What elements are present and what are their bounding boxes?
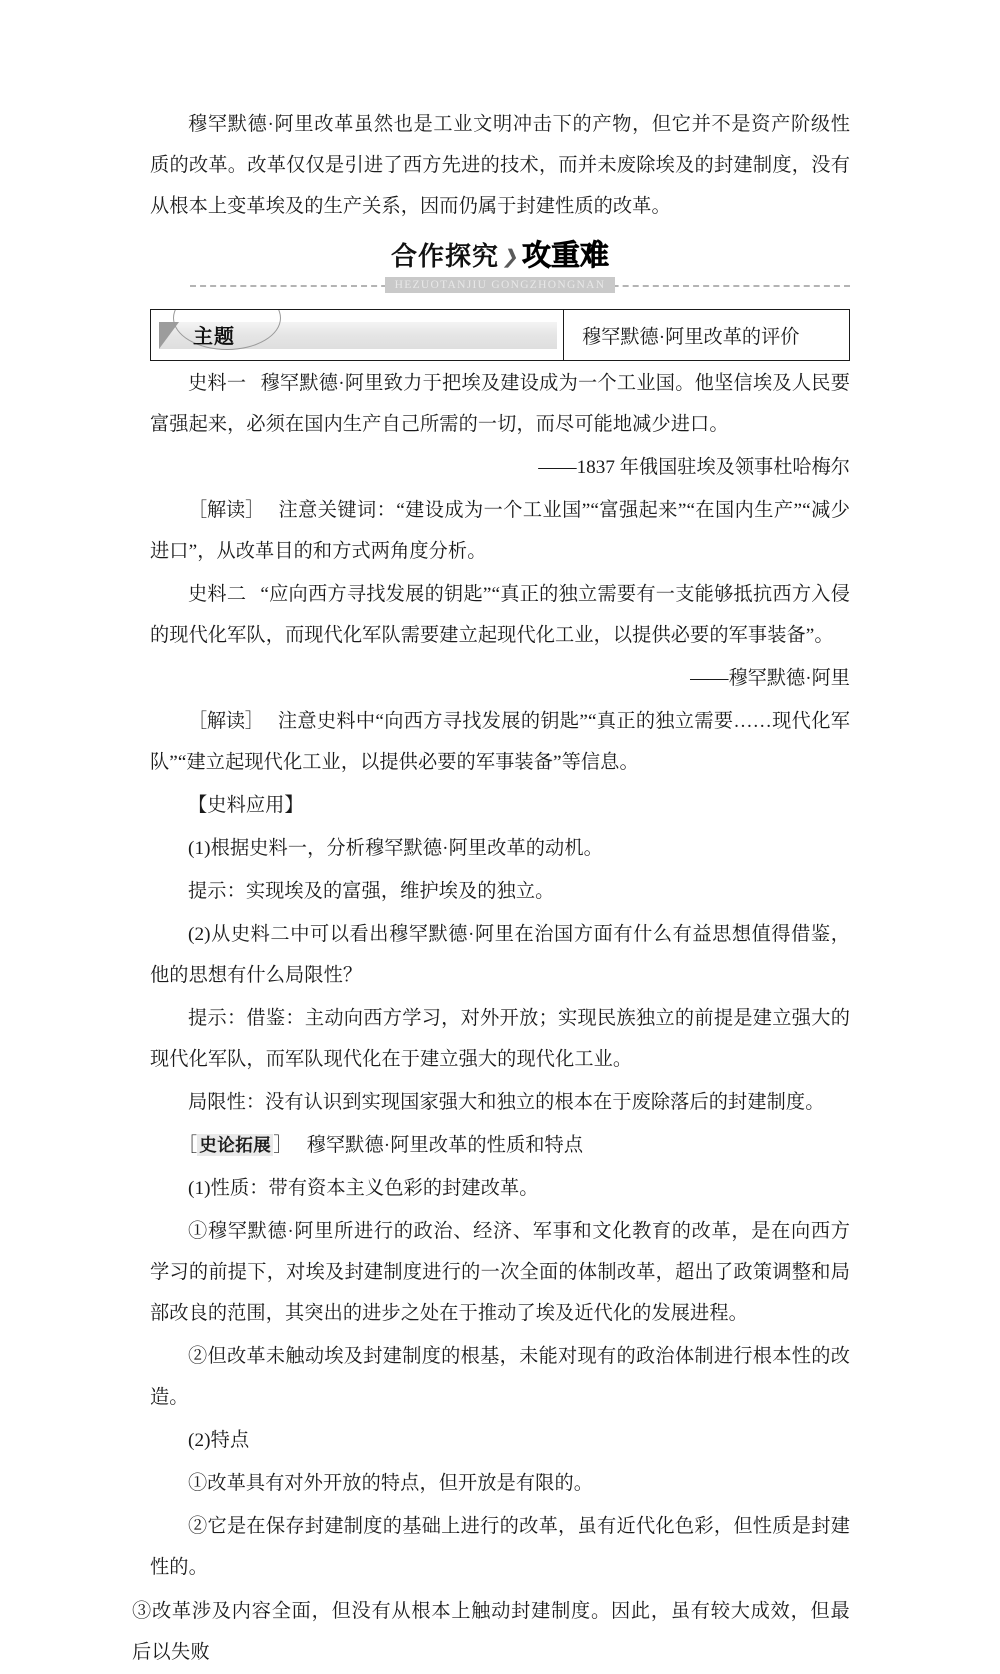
material-2-text: “应向西方寻找发展的钥匙”“真正的独立需要有一支能够抵抗西方入侵的现代化军队，而现代化军队需要建立起现代化工业，以提供必要的军事装备”。 [150, 584, 850, 646]
material-2-label: 史料二 [188, 584, 247, 605]
topic-label-cell [151, 310, 564, 360]
application-q1: (1)根据史料一，分析穆罕默德·阿里改革的动机。 [188, 838, 603, 859]
extension-b1-heading: (1)性质：带有资本主义色彩的封建改革。 [188, 1178, 539, 1199]
extension-b2-last-point: ③改革涉及内容全面，但没有从根本上触动封建制度。因此，虽有较大成效，但最后以失败 [132, 1599, 850, 1663]
topic-table [150, 309, 850, 361]
topic-value-cell [564, 310, 849, 360]
extension-b1-point-1: ①穆罕默德·阿里所进行的政治、经济、军事和文化教育的改革，是在向西方学习的前提下，对埃及封建制度进行的一次全面的体制改革，超出了政策调整和局部改良的范围，其突出的进步之处在于推动了埃及近代化的发展进程。 [150, 1221, 850, 1324]
extension-b2-point-1: ①改革具有对外开放的特点，但开放是有限的。 [188, 1473, 594, 1494]
extension-section [132, 1125, 850, 1672]
material-1-label: 史料一 [188, 373, 247, 394]
extension-b1-point-2: ②但改革未触动埃及封建制度的根基，未能对现有的政治体制进行根本性的改造。 [150, 1346, 850, 1408]
topic-value: 穆罕默德·阿里改革的评价 [582, 326, 800, 348]
application-a1: 提示：实现埃及的富强，维护埃及的独立。 [188, 881, 555, 902]
banner-title [150, 239, 850, 278]
material-1 [150, 363, 850, 572]
extension-b2-point-2: ②它是在保存封建制度的基础上进行的改革，虽有近代化色彩，但性质是封建性的。 [150, 1516, 850, 1578]
material-1-text: 穆罕默德·阿里致力于把埃及建设成为一个工业国。他坚信埃及人民要富强起来，必须在国内生产自己所需的一切，而尽可能地减少进口。 [150, 373, 850, 435]
application-a2: 提示：借鉴：主动向西方学习，对外开放；实现民族独立的前提是建立强大的现代化军队，而军队现代化在于建立强大的现代化工业。 [150, 1008, 850, 1070]
material-1-attribution: ——1837 年俄国驻埃及领事杜哈梅尔 [538, 457, 850, 478]
material-2-attribution: ——穆罕默德·阿里 [690, 668, 850, 689]
extension-bracket-close: ］ [273, 1135, 293, 1156]
extension-bracket-open: ［ [178, 1135, 198, 1156]
material-2-interpretation [150, 701, 850, 783]
extension-header [150, 1125, 850, 1166]
material-1-interpretation-label: ［解读］ [188, 500, 265, 521]
material-2-interpretation-label: ［解读］ [188, 711, 264, 732]
topic-label: 主题 [193, 326, 235, 348]
page-content [132, 104, 851, 1674]
material-2-body [150, 574, 850, 656]
application-heading: 【史料应用】 [188, 795, 304, 816]
extension-title: 穆罕默德·阿里改革的性质和特点 [306, 1135, 584, 1156]
banner-pinyin: HEZUOTANJIU GONGZHONGNAN [385, 277, 616, 293]
section-banner [150, 239, 850, 303]
banner-arrow-icon: ❯ [500, 247, 522, 268]
material-1-interpretation [150, 490, 850, 572]
material-1-body [150, 363, 850, 445]
extension-b2-heading: (2)特点 [188, 1430, 250, 1451]
application-a2-limit: 局限性：没有认识到实现国家强大和独立的根本在于废除落后的封建制度。 [188, 1092, 825, 1113]
material-1-interpretation-text: 注意关键词：“建设成为一个工业国”“富强起来”“在国内生产”“减少进口”，从改革目的和方式两角度分析。 [150, 500, 851, 562]
extension-badge: 史论拓展 [199, 1135, 272, 1155]
material-2-interpretation-text: 注意史料中“向西方寻找发展的钥匙”“真正的独立需要……现代化军队”“建立起现代化工业，以提供必要的军事装备”等信息。 [150, 711, 850, 773]
intro-paragraph: 穆罕默德·阿里改革虽然也是工业文明冲击下的产物，但它并不是资产阶级性质的改革。改革仅仅是引进了西方先进的技术，而并未废除埃及的封建制度，没有从根本上变革埃及的生产关系，因而仍属于封建性质的改革。 [150, 114, 850, 217]
intro-section [150, 104, 850, 227]
application-q2: (2)从史料二中可以看出穆罕默德·阿里在治国方面有什么有益思想值得借鉴，他的思想有什么局限性？ [150, 924, 850, 986]
banner-title-part2: 攻重难 [521, 240, 609, 272]
material-2 [150, 574, 850, 783]
banner-title-part1: 合作探究 [391, 241, 500, 271]
application-section [150, 785, 850, 1123]
